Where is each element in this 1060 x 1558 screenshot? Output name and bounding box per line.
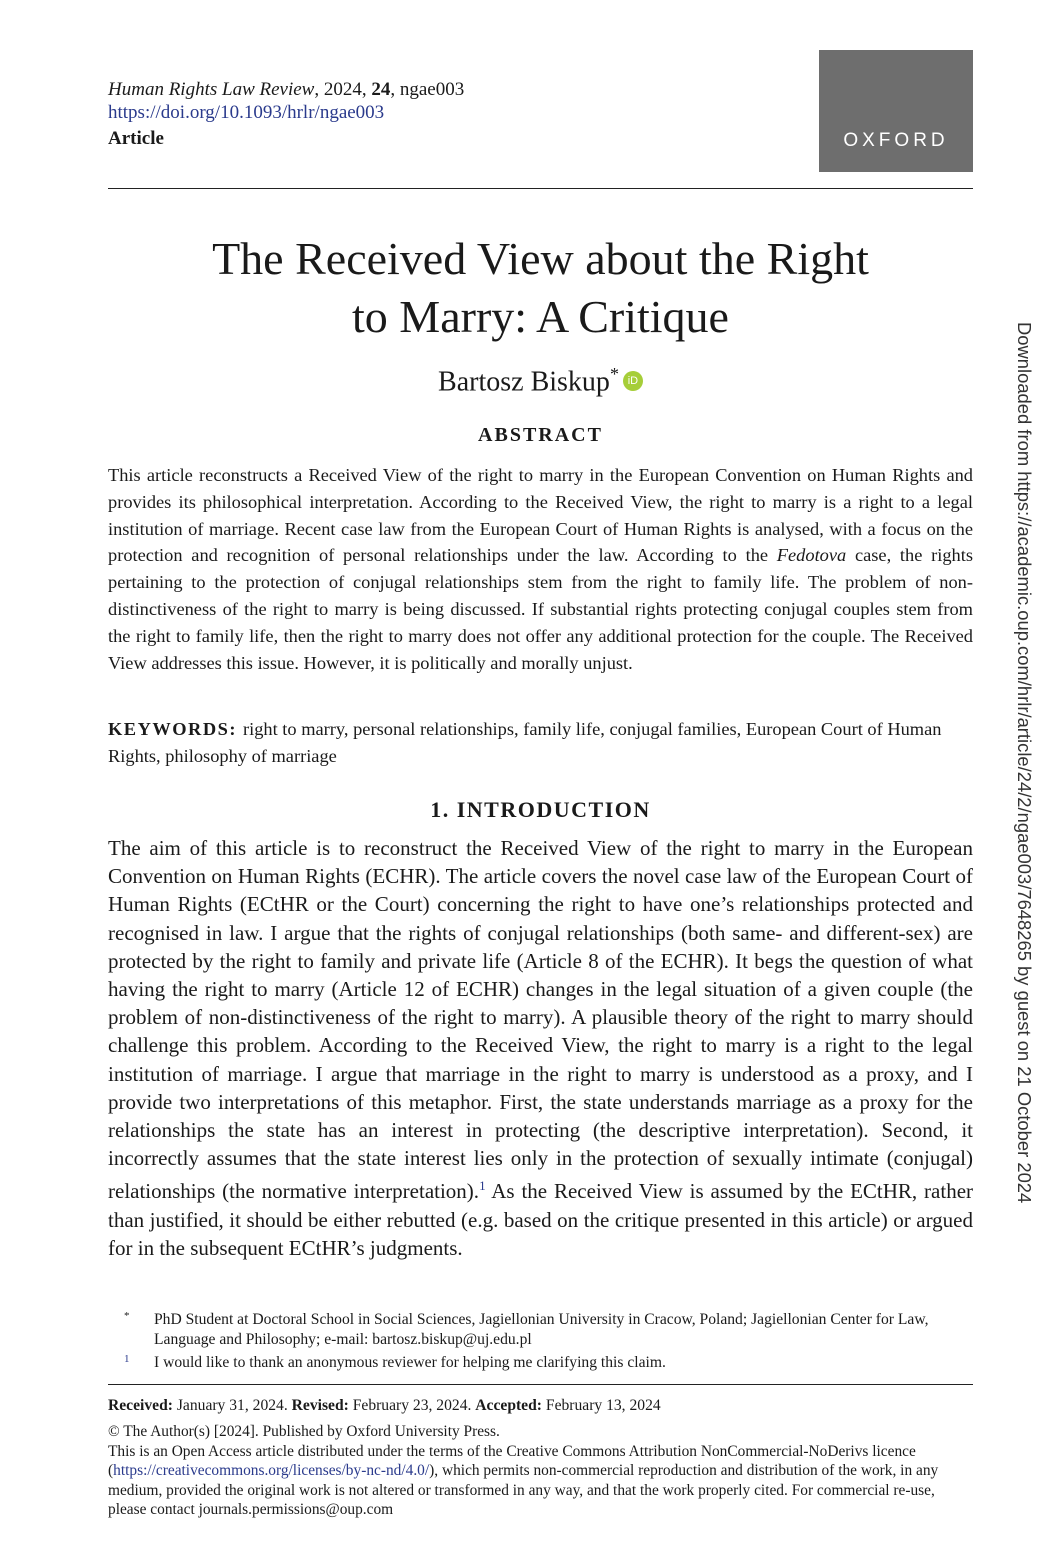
footnote-mark: * (124, 1310, 130, 1322)
abstract-part-2: case, the rights pertaining to the protection of conjugal relationships stem from the right to family life. The problem of non-distinctiveness of the right to marry is being discussed. If substantial rights protecting conjugal couples stem from the right to family life, then the right to marry does not offer any additional protection for the couple. The Received View addresses this issue. However, it is politically and morally unjust. (108, 545, 973, 673)
journal-year: , 2024, (314, 79, 372, 100)
journal-citation (108, 78, 464, 102)
introduction-heading: 1. INTRODUCTION (430, 797, 651, 822)
footnotes (108, 1310, 973, 1376)
intro-part-2: As the Received View is assumed by the ECtHR, rather than justified, it should be either rebutted (e.g. based on the critique presented in this article) or argued for in the subsequent ECtHR’s judgments. (108, 1179, 974, 1260)
keywords (108, 716, 973, 770)
footnote-text: I would like to thank an anonymous reviewer for helping me clarifying this claim. (154, 1354, 666, 1371)
footnote-ref-1[interactable]: 1 (479, 1178, 486, 1194)
accepted-date: February 13, 2024 (545, 1397, 661, 1414)
author-line (108, 356, 973, 400)
title-line-1: The Received View about the Right (212, 233, 869, 284)
copyright-line: © The Author(s) [2024]. Published by Oxford University Press. (108, 1423, 500, 1440)
author-marker: * (609, 364, 619, 384)
article-id: , ngae003 (390, 79, 465, 100)
license-text-2: ), which permits non-commercial reproduction and distribution of the work, in any medium, provided the original work is not altered or transformed in any way, and that the work properly cited. For commercial re-use, please contact journals.permissions@oup.com (108, 1462, 939, 1518)
footnote-1 (108, 1353, 973, 1373)
abstract-part-1: This article reconstructs a Received View of the right to marry in the European Convention on Human Rights and provides its philosophical interpretation. According to the Received View, the right to marry is a right to a legal institution of marriage. Recent case law from the European Court of Human Rights is analysed, with a focus on the protection and recognition of personal relationships under the law. According to the (108, 465, 973, 566)
doi-link[interactable]: https://doi.org/10.1093/hrlr/ngae003 (108, 102, 385, 123)
abstract-text (108, 462, 973, 676)
article-title (108, 230, 973, 346)
keywords-text: right to marry, personal relationships, family life, conjugal families, European Court of Human Rights, philosophy of marriage (108, 719, 942, 766)
accepted-label: Accepted: (475, 1397, 542, 1414)
header-divider (108, 188, 973, 189)
download-note: Downloaded from https://academic.oup.com/hrlr/article/24/2/ngae003/7648265 by guest on 21 October 2024 (1014, 322, 1035, 1204)
orcid-icon[interactable]: iD (623, 371, 643, 391)
journal-name: Human Rights Law Review (108, 79, 315, 100)
keywords-label: KEYWORDS: (108, 719, 237, 739)
journal-volume: 24 (371, 79, 391, 100)
intro-part-1: The aim of this article is to reconstruct the Received View of the right to marry in the European Convention on Human Rights (ECHR). The article covers the novel case law of the European Court of Human Rights (ECtHR or the Court) concerning the right to have one’s relationships protected and recognised in law. I argue that the rights of conjugal relationships (both same- and different-sex) are protected by the right to family and private life (Article 8 of the ECHR). It begs the question of what having the right to marry (Article 12 of ECHR) changes in the legal situation of a given couple (the problem of non-distinctiveness of the right to marry). A plausible theory of the right to marry should challenge this problem. According to the Received View, the right to marry is a right to the legal institution of marriage. I argue that marriage in the right to marry is understood as a proxy, and I provide two interpretations of this metaphor. First, the state understands marriage as a proxy for the relationships the state has an interest in protecting (the descriptive interpretation). Second, it incorrectly assumes that the state interest lies only in the protection of sexually intimate (conjugal) relationships (the normative interpretation). (108, 836, 973, 1204)
footnote-text: PhD Student at Doctoral School in Social Sciences, Jagiellonian University in Cracow, Poland; Jagiellonian Center for Law, Language and Philosophy; e-mail: bartosz.biskup@uj.edu.pl (154, 1311, 929, 1348)
oxford-logo (819, 50, 973, 172)
license-link[interactable]: https://creativecommons.org/licenses/by-nc-nd/4.0/ (113, 1462, 430, 1479)
publication-dates (108, 1396, 661, 1416)
introduction-text (108, 834, 973, 1262)
license-text-1: This is an Open Access article distributed under the terms of the Creative Commons Attribution NonCommercial-NoDerivs licence ( (108, 1442, 916, 1479)
oxford-logo-text: OXFORD (843, 130, 949, 151)
author-name: Bartosz Biskup (438, 366, 610, 398)
copyright-notice (108, 1422, 973, 1520)
revised-label: Revised: (291, 1397, 349, 1414)
article-type: Article (108, 128, 164, 149)
title-line-2: to Marry: A Critique (352, 291, 729, 342)
abstract-heading: ABSTRACT (478, 424, 603, 446)
footnote-author (108, 1310, 973, 1350)
abstract-case-name: Fedotova (776, 545, 847, 566)
revised-date: February 23, 2024. (352, 1397, 472, 1414)
download-watermark (1013, 322, 1033, 1552)
footnote-mark[interactable]: 1 (124, 1353, 130, 1365)
footer-divider (108, 1384, 973, 1385)
received-date: January 31, 2024. (176, 1397, 288, 1414)
received-label: Received: (108, 1397, 173, 1414)
